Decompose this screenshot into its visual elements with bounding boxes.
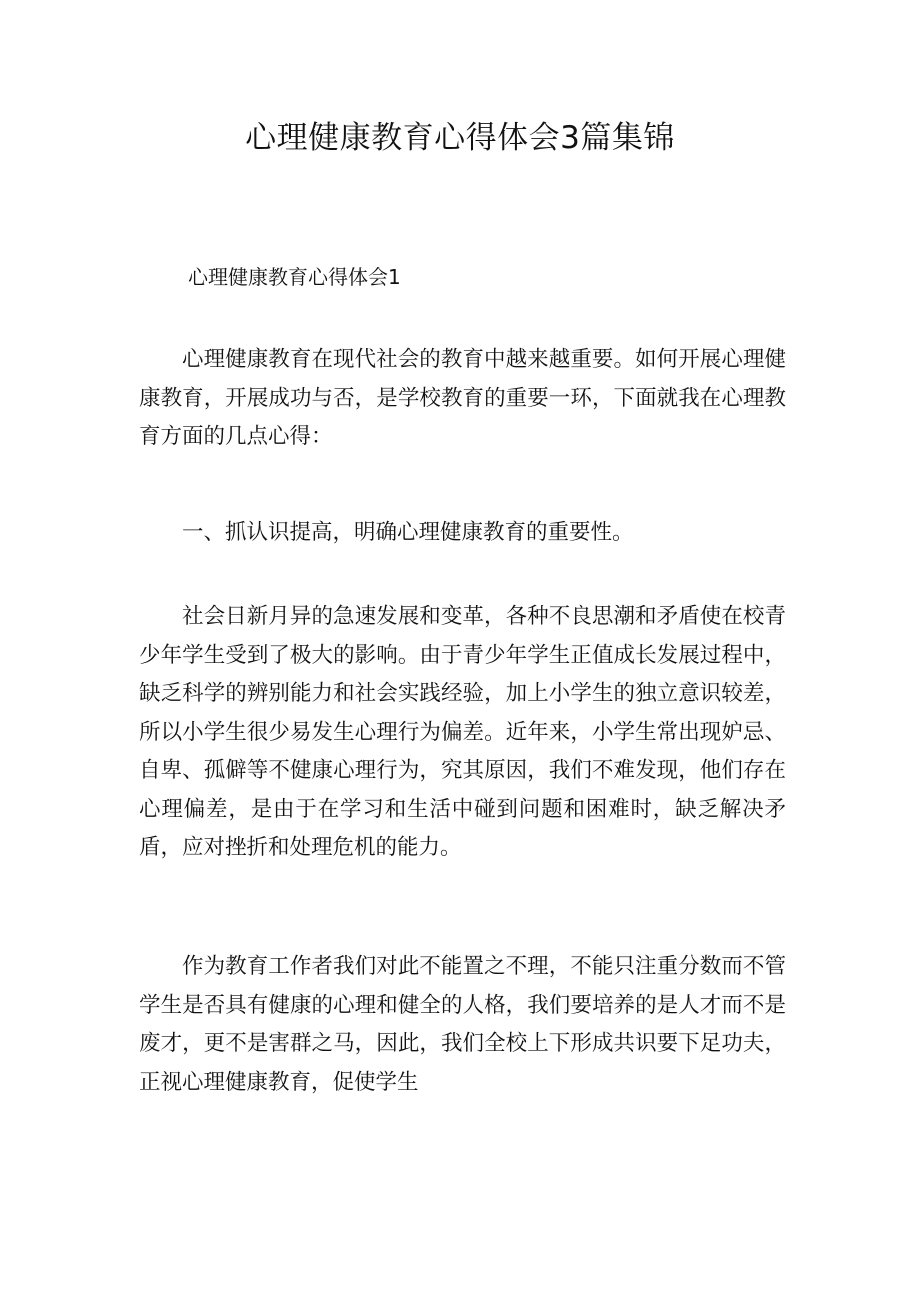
- paragraph-intro: 心理健康教育在现代社会的教育中越来越重要。如何开展心理健康教育，开展成功与否，是学校教育的重要一环，下面就我在心理教育方面的几点心得：: [139, 347, 786, 449]
- document-title: 心理健康教育心得体会3篇集锦: [245, 120, 675, 156]
- paragraph-society-impact: 社会日新月异的急速发展和变革，各种不良思潮和矛盾使在校青少年学生受到了极大的影响。由于青少年学生正值成长发展过程中，缺乏科学的辨别能力和社会实践经验，加上小学生的独立意识较差，所以小学生很少易发生心理行为偏差。近年来，小学生常出现妒忌、自卑、孤僻等不健康心理行为，究其原因，我们不难发现，他们存在心理偏差，是由于在学习和生活中碰到问题和困难时，缺乏解决矛盾，应对挫折和处理危机的能力。: [139, 604, 786, 860]
- paragraph-educator-role: 作为教育工作者我们对此不能置之不理，不能只注重分数而不管学生是否具有健康的心理和健全的人格，我们要培养的是人才而不是废才，更不是害群之马，因此，我们全校上下形成共识要下足功夫，正视心理健康教育，促使学生: [139, 954, 786, 1095]
- section-heading: 心理健康教育心得体会1: [188, 265, 401, 289]
- paragraph-point-one-heading: 一、抓认识提高，明确心理健康教育的重要性。: [182, 520, 634, 545]
